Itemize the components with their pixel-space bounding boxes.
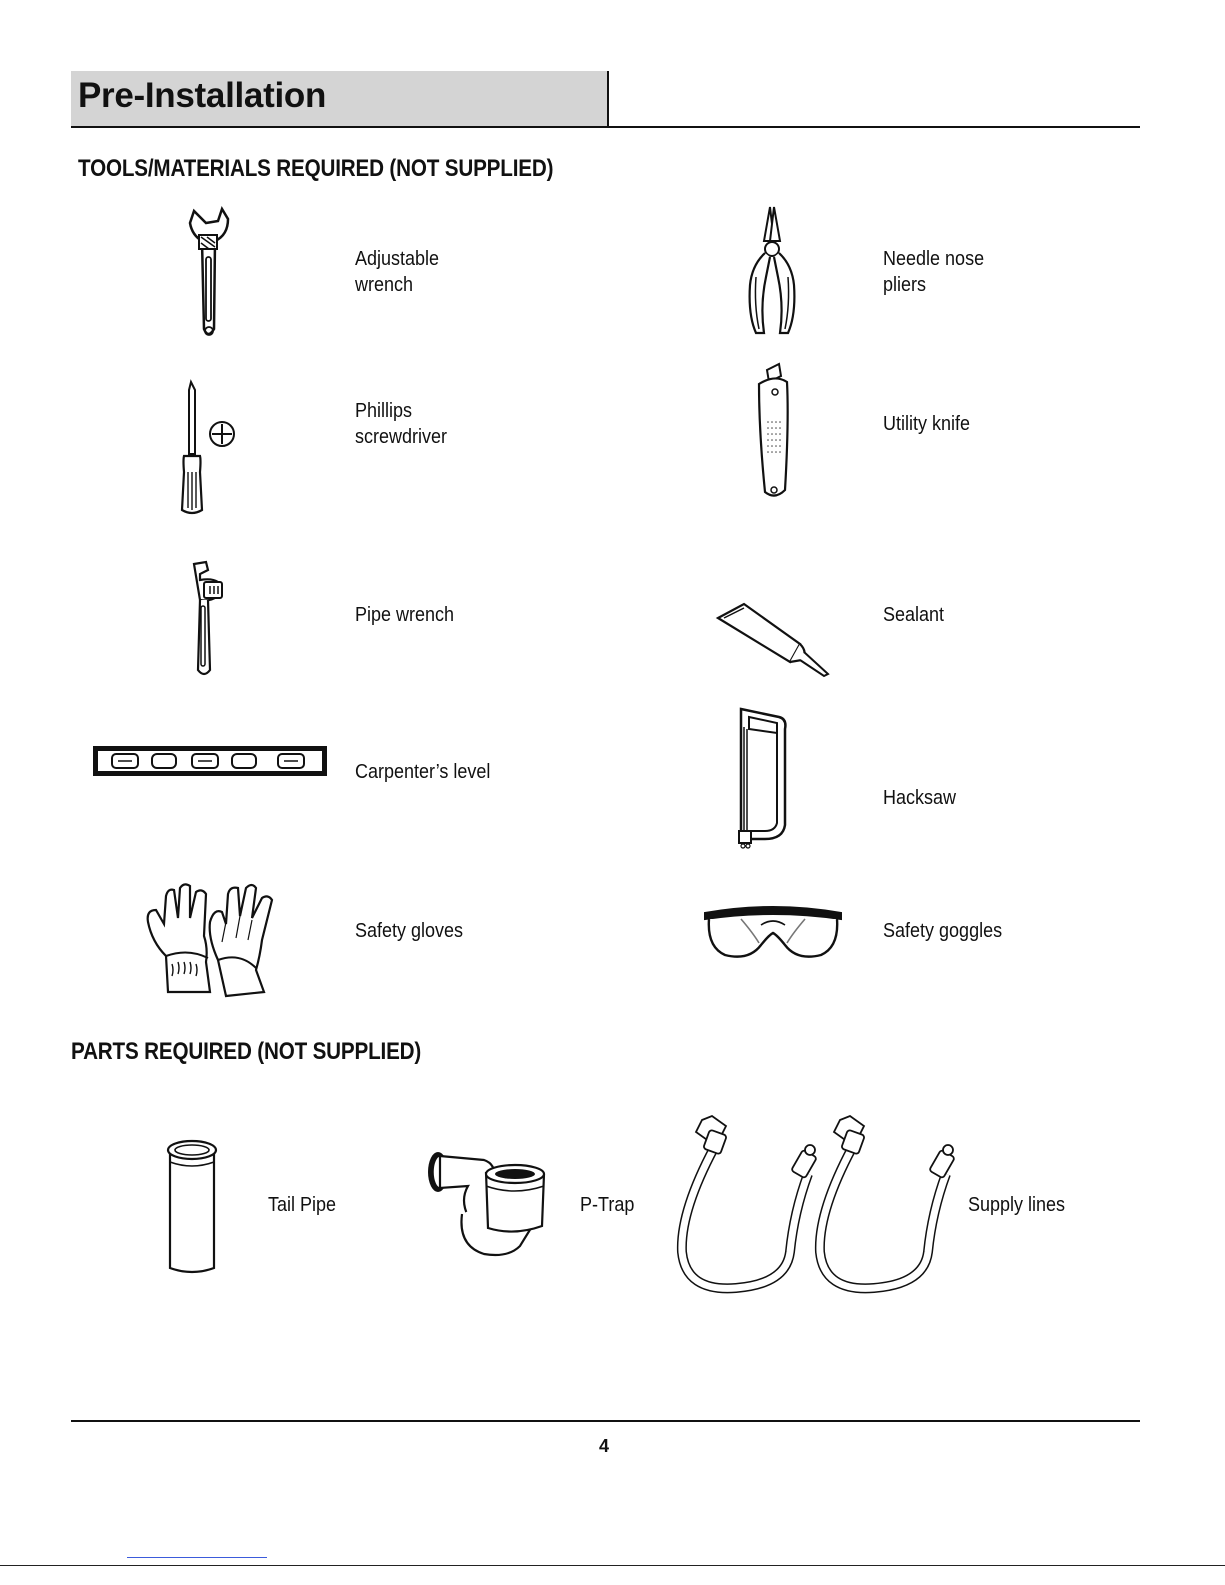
label-utility-knife xyxy=(883,411,970,437)
label-line: Safety goggles xyxy=(883,920,1003,942)
hacksaw-icon xyxy=(735,707,789,849)
safety-gloves-icon xyxy=(144,882,276,1000)
label-line: pliers xyxy=(883,274,927,296)
phillips-screwdriver-icon xyxy=(178,380,242,516)
tail-pipe-icon xyxy=(166,1138,218,1274)
label-line: Needle nose xyxy=(883,248,985,270)
sealant-tube-icon xyxy=(716,600,832,678)
label-hacksaw xyxy=(883,785,956,811)
bottom-underline xyxy=(127,1557,267,1558)
parts-section-heading: PARTS REQUIRED (NOT SUPPLIED) xyxy=(71,1038,422,1065)
tools-section-heading: TOOLS/MATERIALS REQUIRED (NOT SUPPLIED) xyxy=(78,155,554,182)
label-line: Hacksaw xyxy=(883,787,957,809)
label-safety-goggles xyxy=(883,918,1002,944)
label-p-trap: P-Trap xyxy=(580,1194,635,1216)
adjustable-wrench-icon xyxy=(186,205,232,340)
label-line: Sealant xyxy=(883,604,945,626)
carpenters-level-icon xyxy=(92,745,328,777)
label-line: wrench xyxy=(355,274,414,296)
label-pipe-wrench xyxy=(355,602,454,628)
page-title: Pre-Installation xyxy=(78,76,327,115)
label-line: Adjustable xyxy=(355,248,440,270)
label-line: Safety gloves xyxy=(355,920,464,942)
safety-goggles-icon xyxy=(703,903,843,961)
label-line: Utility knife xyxy=(883,413,971,435)
label-supply-lines: Supply lines xyxy=(968,1194,1066,1216)
label-line: screwdriver xyxy=(355,426,448,448)
pipe-wrench-icon xyxy=(188,560,230,678)
label-adjustable-wrench xyxy=(355,246,439,298)
label-line: Pipe wrench xyxy=(355,604,455,626)
p-trap-icon xyxy=(424,1150,548,1258)
footer-rule xyxy=(71,1420,1140,1422)
label-needle-nose-pliers xyxy=(883,246,984,298)
title-rule xyxy=(71,126,1140,128)
supply-lines-icon xyxy=(676,1112,956,1294)
label-carpenters-level xyxy=(355,759,490,785)
page-number: 4 xyxy=(599,1436,610,1456)
needle-nose-pliers-icon xyxy=(744,205,800,337)
utility-knife-icon xyxy=(755,362,795,502)
label-phillips-screwdriver xyxy=(355,398,447,450)
bottom-edge-line xyxy=(0,1565,1225,1566)
label-safety-gloves xyxy=(355,918,463,944)
label-line: Phillips xyxy=(355,400,413,422)
label-tail-pipe: Tail Pipe xyxy=(268,1194,337,1216)
label-line: Carpenter’s level xyxy=(355,761,491,783)
label-sealant xyxy=(883,602,944,628)
